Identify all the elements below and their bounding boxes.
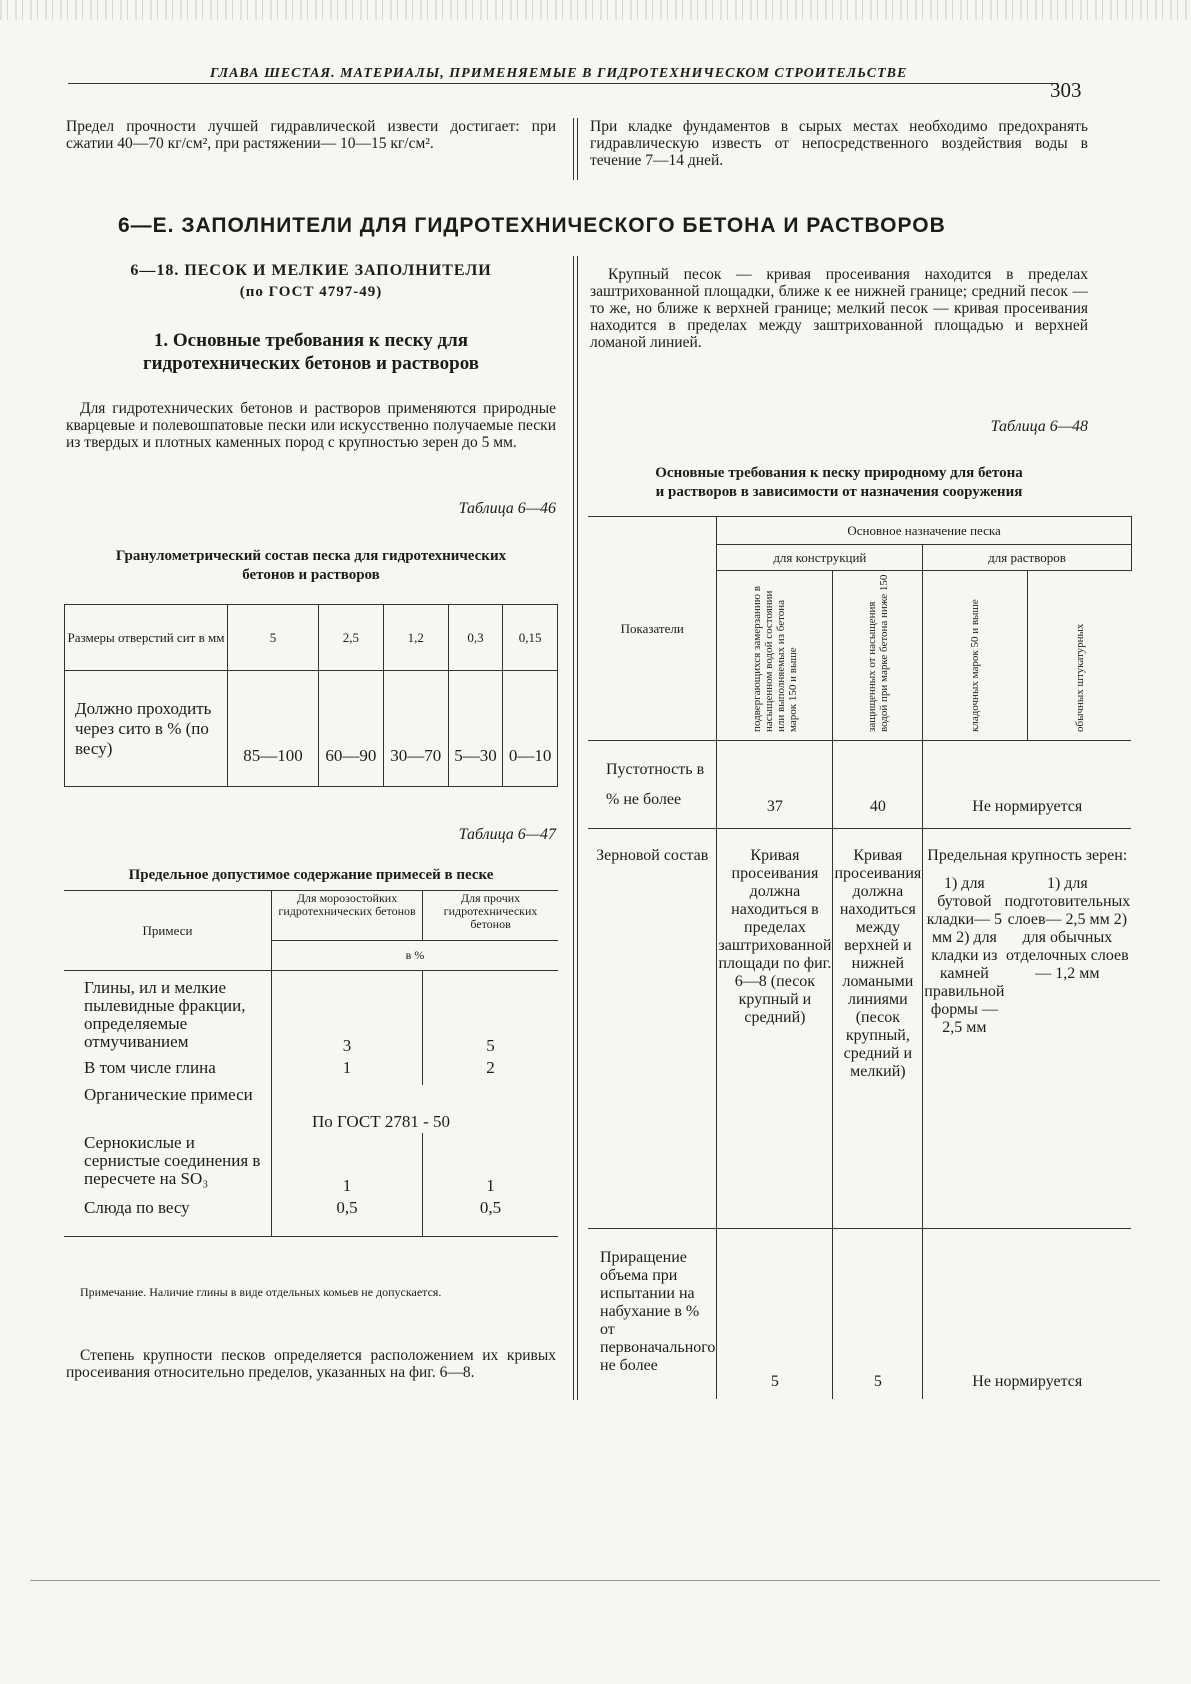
coarseness-text: Степень крупности песков определяется расположением их кривых просеивания относительно пределов, указанных на фиг. 6—8. [66, 1347, 556, 1381]
section-title: 6—Е. ЗАПОЛНИТЕЛИ ДЛЯ ГИДРОТЕХНИЧЕСКОГО БЕТОНА И РАСТВОРОВ [118, 214, 946, 237]
paragraph-title-1: 1. Основные требования к песку для [153, 330, 469, 351]
table48-label: Таблица 6—48 [990, 418, 1088, 435]
table46-header-label: Размеры отверстий сит в мм [65, 605, 228, 671]
table48-voids-label: Пустотность в % не более [588, 741, 717, 829]
table48-col2: защищенных от насыщения водой при марке бетона ниже 150 [865, 574, 890, 732]
table47-row-name: Глины, ил и мелкие пылевидные фракции, определяемые отмучиванием [84, 978, 246, 1051]
column-rule-top-2 [577, 118, 578, 180]
table46-caption-2: бетонов и растворов [242, 567, 380, 583]
paragraph-title-2: гидротехнических бетонов и растворов [142, 353, 479, 374]
table48-col4-cell [1027, 571, 1131, 741]
table48-col3: кладочных марок 50 и выше [969, 599, 982, 732]
table46-size: 0,15 [503, 605, 558, 671]
table48-grain-cd-head: Предельная крупность зерен: [927, 847, 1128, 864]
table47-caption: Предельное допустимое содержание примесей в песке [128, 867, 494, 883]
column-rule-top [573, 118, 574, 180]
table48-col4: обычных штукатурных [1073, 623, 1086, 732]
table48-swell-a: 5 [717, 1229, 833, 1399]
intro-left-text: Предел прочности лучшей гидравлической извести достигает: при сжатии 40—70 кг/см², при растяжении— 10—15 кг/см². [66, 118, 556, 152]
coarseness-paragraph [66, 1347, 556, 1381]
table48-grain-a: Кривая просеивания должна находиться в пределах заштрихованной площади по фиг. 6—8 (песок крупный и средний) [717, 829, 833, 1229]
table48-voids-a: 37 [717, 741, 833, 829]
table47-label: Таблица 6—47 [458, 826, 556, 843]
table48-col-indicators: Показатели [588, 517, 717, 741]
table46-value: 30—70 [383, 671, 448, 787]
table48-header-main: Основное назначение песка [717, 517, 1131, 545]
table46-label: Таблица 6—46 [458, 500, 556, 517]
intro-left [66, 118, 556, 152]
table46-row-label: Должно проходить через сито в % (по весу) [65, 671, 228, 787]
table47-note: Примечание. Наличие глины в виде отдельных комьев не допускается. [80, 1285, 442, 1299]
table46 [64, 604, 558, 787]
table47-row-a: 0,5 [272, 1197, 423, 1237]
table47-row-a: По ГОСТ 2781 - 50 [272, 1085, 559, 1133]
table47-col-impurities: Примеси [142, 922, 193, 938]
table46-value: 85—100 [228, 671, 319, 787]
intro-right [590, 118, 1088, 169]
table48-col2-cell [833, 571, 923, 741]
table46-size: 0,3 [448, 605, 503, 671]
subsection-body-text: Для гидротехнических бетонов и растворов применяются природные кварцевые и полевошпатовые пески или искусственно получаемые пески из твердых и плотных каменных пород с крупностью зерен до 5 мм. [66, 400, 556, 451]
table47-row-a: 1 [272, 1133, 423, 1197]
subsection-standard: (по ГОСТ 4797-49) [239, 284, 383, 300]
table48-caption-2: и растворов в зависимости от назначения сооружения [655, 484, 1023, 500]
table48-voids-b: 40 [833, 741, 923, 829]
table47-unit: в % [272, 941, 559, 971]
table47-col-other: Для прочих гидротехнических бетонов [423, 891, 558, 941]
scan-noise [0, 0, 1191, 20]
table48-col1: подвергающихся замерзанию в насыщенном водой состоянии или выполняемых из бетона марок 150 и выше [750, 586, 799, 732]
running-head: ГЛАВА ШЕСТАЯ. МАТЕРИАЛЫ, ПРИМЕНЯЕМЫЕ В ГИДРОТЕХНИЧЕСКОМ СТРОИТЕЛЬСТВЕ [210, 66, 908, 81]
right-paragraph [590, 266, 1088, 351]
table47 [64, 890, 558, 1237]
table48-col1-cell [717, 571, 833, 741]
table48-voids-c: Не нормируется [923, 741, 1131, 829]
bottom-rule [30, 1580, 1160, 1581]
page-number: 303 [1050, 78, 1082, 102]
table48-swell-c: Не нормируется [923, 1229, 1131, 1399]
table48-swell-label: Приращение объема при испытании на набухание в % от первоначального не более [588, 1229, 717, 1399]
table48-grain-cd [923, 829, 1131, 1229]
table48-grain-cd-cols [924, 875, 1130, 1037]
table47-col-frost: Для морозостойких гидротехнических бетонов [272, 891, 423, 941]
table47-row-b: 1 [423, 1133, 558, 1197]
table47-row-a: 1 [272, 1057, 423, 1085]
table47-row-b: 5 [423, 971, 558, 1057]
subsection-body [66, 400, 556, 451]
table47-row-name: Органические примеси [84, 1084, 253, 1104]
table47-row-name: В том числе глина [84, 1057, 216, 1077]
table46-value: 0—10 [503, 671, 558, 787]
table46-size: 5 [228, 605, 319, 671]
table46-size: 1,2 [383, 605, 448, 671]
subsection-title: 6—18. ПЕСОК И МЕЛКИЕ ЗАПОЛНИТЕЛИ [130, 262, 492, 279]
table48-col3-cell [923, 571, 1028, 741]
right-paragraph-text: Крупный песок — кривая просеивания находится в пределах заштрихованной площадки, ближе к ее нижней границе; средний песок — то же, но ближе к верхней границе; мелкий песок — кривая просеивания находится в пределах между заштрихованной площадью и верхней ломаной линией. [590, 266, 1088, 351]
table48-grain-b: Кривая просеивания должна находиться между верхней и нижней ломаными линиями (песок крупный, средний и мелкий) [833, 829, 923, 1229]
table47-row-b: 0,5 [423, 1197, 558, 1237]
column-rule [573, 256, 574, 1400]
intro-right-text: При кладке фундаментов в сырых местах необходимо предохранять гидравлическую известь от непосредственного воздействия воды в течение 7—14 дней. [590, 118, 1088, 169]
table48-swell-b: 5 [833, 1229, 923, 1399]
header-rule [68, 83, 1058, 84]
table47-row-name: Слюда по весу [84, 1197, 190, 1217]
table46-caption-1: Гранулометрический состав песка для гидротехнических [115, 548, 507, 564]
table48 [588, 516, 1132, 1399]
table48-group-constructions: для конструкций [717, 545, 923, 571]
table48-grain-label: Зерновой состав [588, 829, 717, 1229]
table48-group-mortars: для растворов [923, 545, 1131, 571]
table47-row-name: Сернокислые и сернистые соединения в пересчете на SO₃ [84, 1132, 261, 1188]
table47-row-a: 3 [272, 971, 423, 1057]
table46-value: 60—90 [319, 671, 384, 787]
table46-value: 5—30 [448, 671, 503, 787]
column-rule-2 [577, 256, 578, 1400]
table47-row-b: 2 [423, 1057, 558, 1085]
table46-size: 2,5 [319, 605, 384, 671]
table48-caption-1: Основные требования к песку природному для бетона [655, 465, 1023, 481]
table48-grain-d: 1) для подготовительных слоев— 2,5 мм 2) для обычных отделочных слоев— 1,2 мм [1004, 875, 1131, 982]
table48-grain-c: 1) для бутовой кладки— 5 мм 2) для кладки из камней правильной формы — 2,5 мм [924, 875, 1005, 1036]
